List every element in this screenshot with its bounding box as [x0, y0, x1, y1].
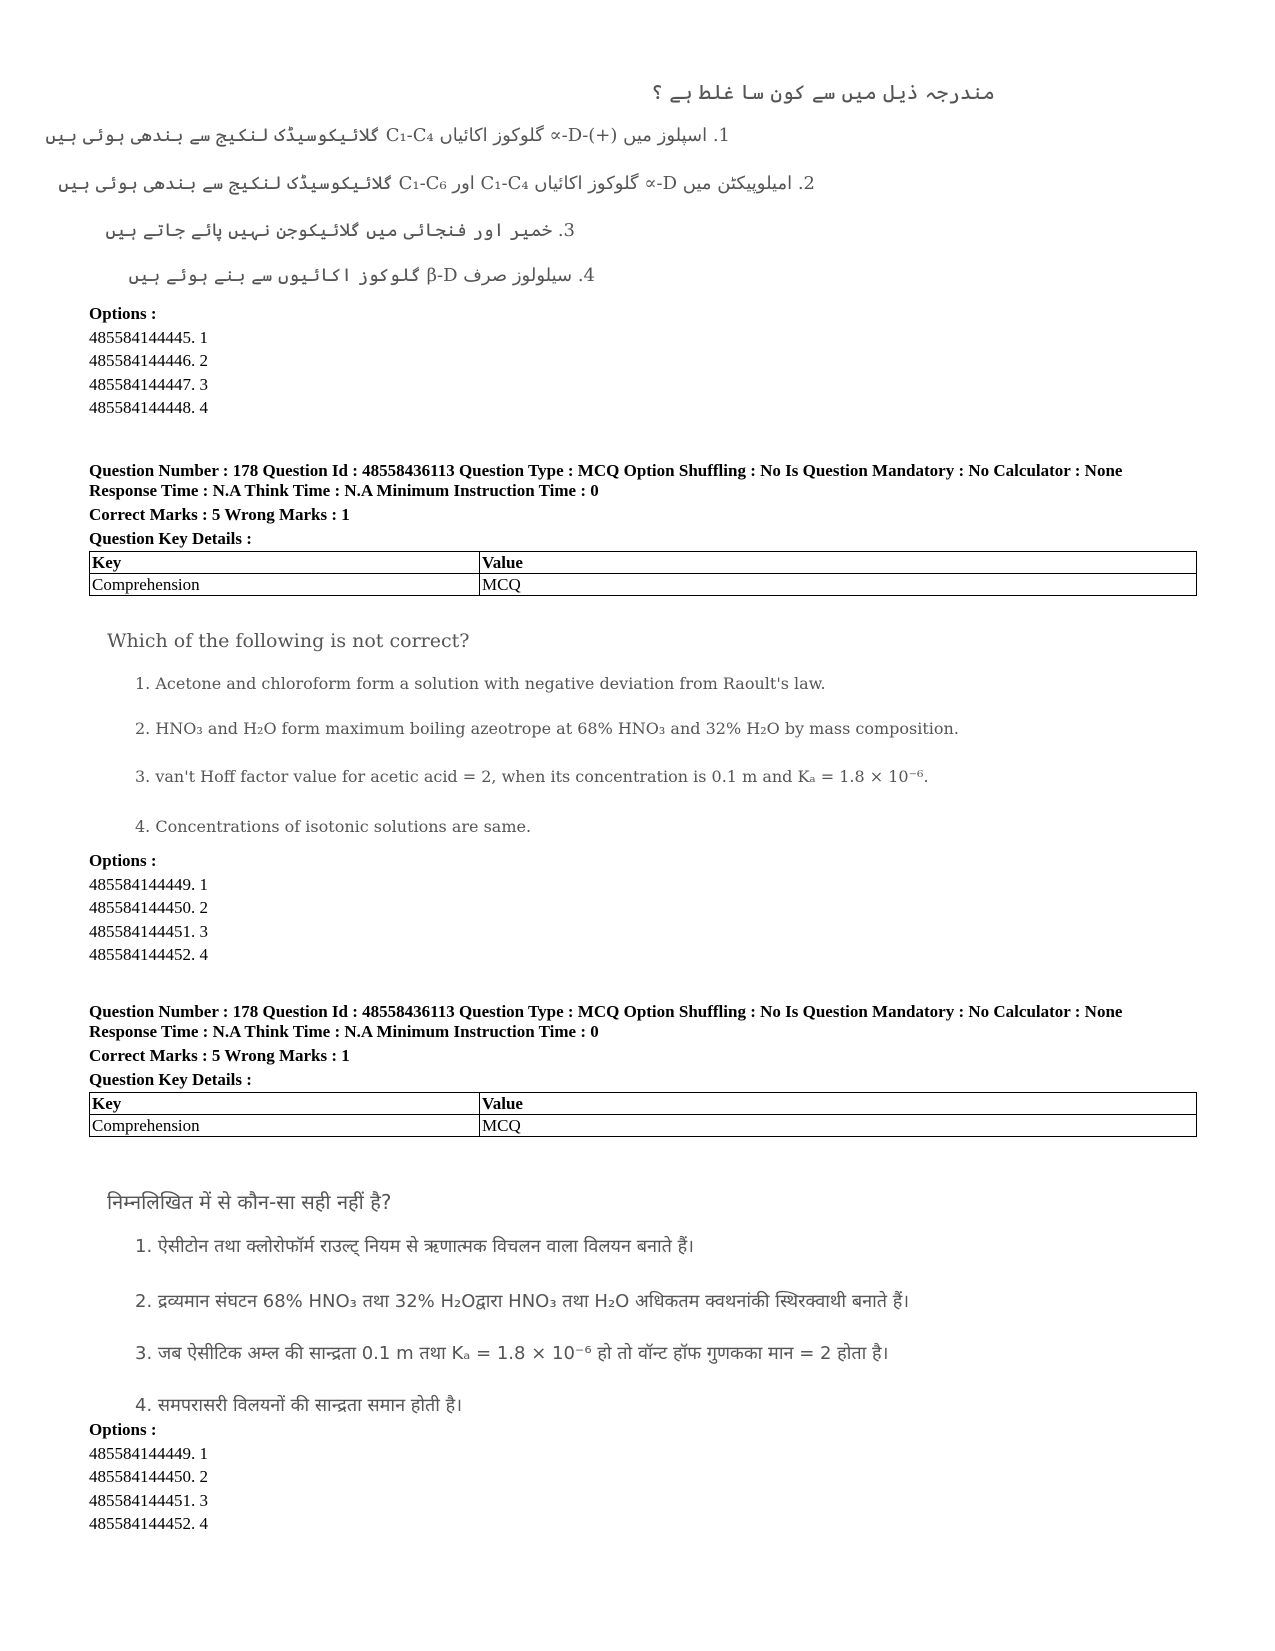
key-cell: Comprehension	[90, 1115, 480, 1137]
option-item: 485584144449. 1	[89, 1443, 208, 1463]
option-item: 485584144448. 4	[89, 398, 208, 417]
key-details-table	[89, 1092, 1197, 1137]
option-item: 485584144450. 2	[89, 898, 208, 917]
option-item: 485584144452. 4	[89, 945, 208, 964]
options-label: Options :	[89, 304, 157, 323]
question-option-2: 2. HNO₃ and H₂O form maximum boiling azeotrope at 68% HNO₃ and 32% H₂O by mass composition.	[135, 719, 959, 738]
table-header-row	[90, 1093, 1197, 1115]
key-header: Key	[90, 552, 480, 574]
option-item: 485584144452. 4	[89, 1514, 208, 1533]
marks-line: Correct Marks : 5 Wrong Marks : 1	[89, 1046, 350, 1065]
options-block	[89, 302, 208, 420]
key-header: Key	[90, 1093, 480, 1115]
key-details-label: Question Key Details :	[89, 529, 252, 548]
options-block	[89, 1418, 208, 1536]
question-option-1: 1. ऐसीटोन तथा क्लोरोफॉर्म राउल्ट् नियम से ऋणात्मक विचलन वाला विलयन बनाते हैं।	[135, 1236, 694, 1257]
value-header: Value	[480, 1093, 1197, 1115]
question-option-3: 3. van't Hoff factor value for acetic acid = 2, when its concentration is 0.1 m and Kₐ = 1.8 × 10⁻⁶.	[135, 767, 929, 786]
key-details-table	[89, 551, 1197, 596]
table-header-row	[90, 552, 1197, 574]
question-meta-line2: Response Time : N.A Think Time : N.A Minimum Instruction Time : 0	[89, 481, 599, 500]
question-option-4: 4. समपरासरी विलयनों की सान्द्रता समान होती है।	[135, 1395, 463, 1416]
value-cell: MCQ	[480, 1115, 1197, 1137]
option-item: 485584144445. 1	[89, 327, 208, 347]
key-cell: Comprehension	[90, 574, 480, 596]
question-image-hindi	[95, 1188, 995, 1418]
options-block	[89, 849, 208, 967]
key-details-label: Question Key Details :	[89, 1070, 252, 1089]
option-item: 485584144449. 1	[89, 874, 208, 894]
question-meta-line1: Question Number : 178 Question Id : 48558436113 Question Type : MCQ Option Shuffling : No Is Question Mandatory : No Calculator : None	[89, 461, 1123, 480]
question-option-3: 3. خمیر اور فنجائی میں گلائیکوجن نہیں پائے جاتے ہیں	[105, 220, 575, 241]
question-meta-line2: Response Time : N.A Think Time : N.A Minimum Instruction Time : 0	[89, 1022, 599, 1041]
option-item: 485584144451. 3	[89, 1490, 208, 1510]
value-cell: MCQ	[480, 574, 1197, 596]
question-text: निम्नलिखित में से कौन-सा सही नहीं है?	[107, 1190, 392, 1214]
value-header: Value	[480, 552, 1197, 574]
marks-line: Correct Marks : 5 Wrong Marks : 1	[89, 505, 350, 524]
options-label: Options :	[89, 851, 157, 870]
question-option-4: 4. Concentrations of isotonic solutions are same.	[135, 817, 532, 836]
question-image-urdu	[45, 70, 995, 295]
question-text: مندرجہ ذیل میں سے کون سا غلط ہے ؟	[651, 80, 995, 104]
table-row	[90, 574, 1197, 596]
question-text: Which of the following is not correct?	[107, 630, 470, 652]
question-option-1: 1. Acetone and chloroform form a solution with negative deviation from Raoult's law.	[135, 674, 826, 693]
option-item: 485584144446. 2	[89, 351, 208, 370]
question-option-1: 1. اسپلوز میں (+)-D-∝ گلوکوز اکائیاں C₁-C₄ گلائیکوسیڈک لنکیج سے بندھی ہوئی ہیں	[45, 125, 730, 146]
question-option-2: 2. द्रव्यमान संघटन 68% HNO₃ तथा 32% H₂Oद्वारा HNO₃ तथा H₂O अधिकतम क्वथनांकी स्थिरक्वाथी बनाते हैं।	[135, 1291, 910, 1312]
question-image-english	[95, 630, 995, 860]
question-option-2: 2. امیلوپیکٹن میں D-∝ گلوکوز اکائیاں C₁-C₄ اور C₁-C₆ گلائیکوسیڈک لنکیج سے بندھی ہوئی ہیں	[58, 173, 815, 194]
question-meta	[89, 461, 1199, 549]
question-meta	[89, 1002, 1199, 1090]
question-option-4: 4. سیلولوز صرف β-D گلوکوز اکائیوں سے بنے ہوئے ہیں	[128, 265, 595, 286]
options-label: Options :	[89, 1420, 157, 1439]
question-option-3: 3. जब ऐसीटिक अम्ल की सान्द्रता 0.1 m तथा Kₐ = 1.8 × 10⁻⁶ हो तो वॉन्ट हॉफ गुणकका मान = 2 होता है।	[135, 1343, 889, 1364]
option-item: 485584144451. 3	[89, 921, 208, 941]
option-item: 485584144450. 2	[89, 1467, 208, 1486]
table-row	[90, 1115, 1197, 1137]
option-item: 485584144447. 3	[89, 374, 208, 394]
question-meta-line1: Question Number : 178 Question Id : 48558436113 Question Type : MCQ Option Shuffling : No Is Question Mandatory : No Calculator : None	[89, 1002, 1123, 1021]
